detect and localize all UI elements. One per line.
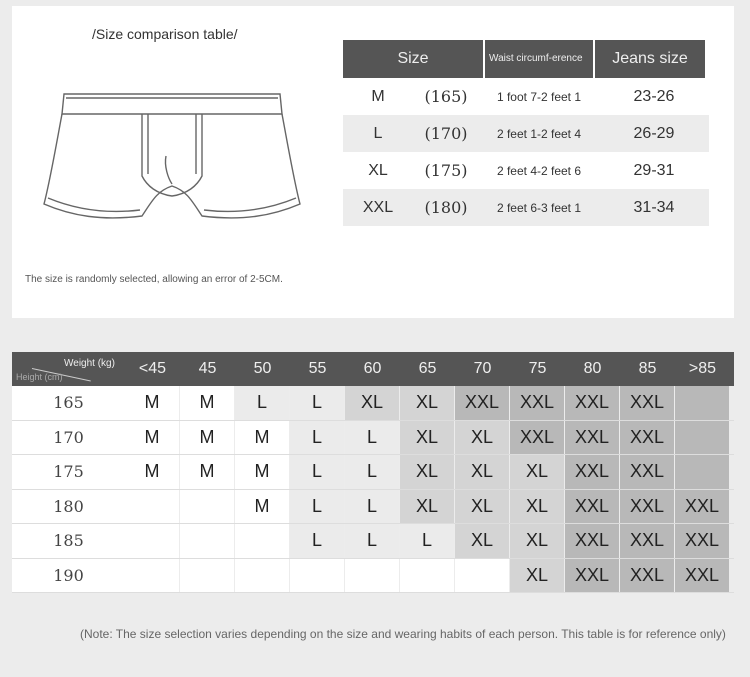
size-row <box>343 189 709 226</box>
jeans-value: 31-34 <box>633 198 675 216</box>
size-error-note: The size is randomly selected, allowing an error of 2-5CM. <box>25 274 283 285</box>
size-cell: XXL <box>620 386 674 420</box>
size-cell: XL <box>510 559 564 593</box>
size-cell <box>180 490 234 524</box>
weight-column-header: >85 <box>688 360 717 377</box>
size-cell: XXL <box>620 455 674 489</box>
size-cell: XXL <box>510 421 564 455</box>
size-cell: XL <box>345 386 399 420</box>
size-cell <box>455 559 509 593</box>
size-cell: XXL <box>675 559 729 593</box>
size-cell: XL <box>455 455 509 489</box>
size-cell <box>290 559 344 593</box>
waist-value: 1 foot 7-2 feet 1 <box>496 89 582 104</box>
weight-column-header: 70 <box>473 360 492 377</box>
size-cell <box>400 559 454 593</box>
weight-column-header: 45 <box>198 360 217 377</box>
size-cell: M <box>125 386 179 420</box>
weight-column-header: 80 <box>583 360 602 377</box>
jeans-value: 26-29 <box>633 124 675 142</box>
size-cell <box>675 455 729 489</box>
weight-table-header <box>12 352 734 386</box>
reference-note: (Note: The size selection varies depending on the size and wearing habits of each person. This table is for reference only) <box>80 627 726 641</box>
weight-column-header: <45 <box>138 360 167 377</box>
weight-height-table <box>12 352 734 593</box>
size-cell: XXL <box>565 386 619 420</box>
size-cell: XL <box>510 524 564 558</box>
size-cell: L <box>290 490 344 524</box>
size-row <box>343 152 709 189</box>
height-row-label: 170 <box>12 421 125 455</box>
size-cell: XXL <box>620 490 674 524</box>
size-cell: L <box>290 421 344 455</box>
boxer-shorts-illustration <box>42 86 302 246</box>
waist-value: 2 feet 1-2 feet 4 <box>496 126 582 141</box>
size-table-header <box>343 40 709 78</box>
size-cell: M <box>235 490 289 524</box>
waist-value: 2 feet 6-3 feet 1 <box>496 200 582 215</box>
table-row <box>12 386 734 421</box>
table-row <box>12 559 734 594</box>
size-cell <box>235 559 289 593</box>
size-cell <box>675 386 729 420</box>
height-value: (170) <box>424 124 468 143</box>
size-cell <box>125 490 179 524</box>
size-cell: L <box>400 524 454 558</box>
header-waist: Waist circumf-erence <box>485 40 593 78</box>
height-row-label: 185 <box>12 524 125 558</box>
size-cell: XL <box>455 490 509 524</box>
size-cell: M <box>180 455 234 489</box>
waist-value: 2 feet 4-2 feet 6 <box>496 163 582 178</box>
size-cell: XXL <box>565 421 619 455</box>
size-cell: M <box>125 421 179 455</box>
size-cell: XL <box>400 490 454 524</box>
size-cell: XL <box>455 421 509 455</box>
size-cell: XXL <box>455 386 509 420</box>
weight-column-header: 55 <box>308 360 327 377</box>
size-cell: XL <box>510 455 564 489</box>
size-cell: XXL <box>510 386 564 420</box>
size-cell <box>180 559 234 593</box>
height-axis-label: Height (cm) <box>16 372 63 382</box>
size-cell: XXL <box>675 490 729 524</box>
size-cell: L <box>290 386 344 420</box>
size-cell <box>675 421 729 455</box>
weight-column-header: 60 <box>363 360 382 377</box>
height-row-label: 165 <box>12 386 125 420</box>
size-cell <box>235 524 289 558</box>
table-row <box>12 524 734 559</box>
size-cell: L <box>345 524 399 558</box>
size-cell: L <box>290 524 344 558</box>
size-cell: XXL <box>565 490 619 524</box>
table-corner <box>12 352 125 386</box>
size-row <box>343 115 709 152</box>
size-cell: XXL <box>565 455 619 489</box>
weight-table-body <box>12 386 734 593</box>
weight-column-header: 65 <box>418 360 437 377</box>
weight-column-header: 75 <box>528 360 547 377</box>
height-row-label: 190 <box>12 559 125 593</box>
table-row <box>12 455 734 490</box>
size-comparison-card <box>12 6 734 318</box>
size-cell: M <box>235 455 289 489</box>
size-value: XXL <box>362 198 394 216</box>
size-cell: M <box>235 421 289 455</box>
size-value: L <box>373 124 383 142</box>
height-row-label: 175 <box>12 455 125 489</box>
size-cell: M <box>180 386 234 420</box>
weight-column-header: 50 <box>253 360 272 377</box>
size-cell: XL <box>400 421 454 455</box>
size-cell: XL <box>510 490 564 524</box>
size-cell: XL <box>400 386 454 420</box>
height-row-label: 180 <box>12 490 125 524</box>
page-title: /Size comparison table/ <box>92 26 238 42</box>
height-value: (165) <box>424 87 468 106</box>
size-cell: XL <box>400 455 454 489</box>
weight-column-header: 85 <box>638 360 657 377</box>
size-table <box>343 40 709 226</box>
height-value: (175) <box>424 161 468 180</box>
size-cell: XXL <box>620 559 674 593</box>
header-size: Size <box>343 40 483 78</box>
size-cell: XXL <box>620 421 674 455</box>
size-value: XL <box>368 161 388 179</box>
size-cell: L <box>235 386 289 420</box>
size-cell: XXL <box>565 524 619 558</box>
size-cell: L <box>345 455 399 489</box>
table-row <box>12 421 734 456</box>
size-cell: L <box>345 421 399 455</box>
jeans-value: 29-31 <box>633 161 675 179</box>
size-cell: L <box>345 490 399 524</box>
size-cell: XXL <box>565 559 619 593</box>
size-value: M <box>371 87 385 105</box>
size-cell: M <box>180 421 234 455</box>
size-cell: XL <box>455 524 509 558</box>
size-cell: XXL <box>675 524 729 558</box>
size-cell: XXL <box>620 524 674 558</box>
weight-axis-label: Weight (kg) <box>64 358 115 369</box>
header-jeans: Jeans size <box>595 40 705 78</box>
size-cell <box>125 524 179 558</box>
size-row <box>343 78 709 115</box>
size-cell <box>180 524 234 558</box>
size-cell <box>345 559 399 593</box>
size-cell: L <box>290 455 344 489</box>
table-row <box>12 490 734 525</box>
size-cell <box>125 559 179 593</box>
size-cell: M <box>125 455 179 489</box>
jeans-value: 23-26 <box>633 87 675 105</box>
height-value: (180) <box>424 198 468 217</box>
